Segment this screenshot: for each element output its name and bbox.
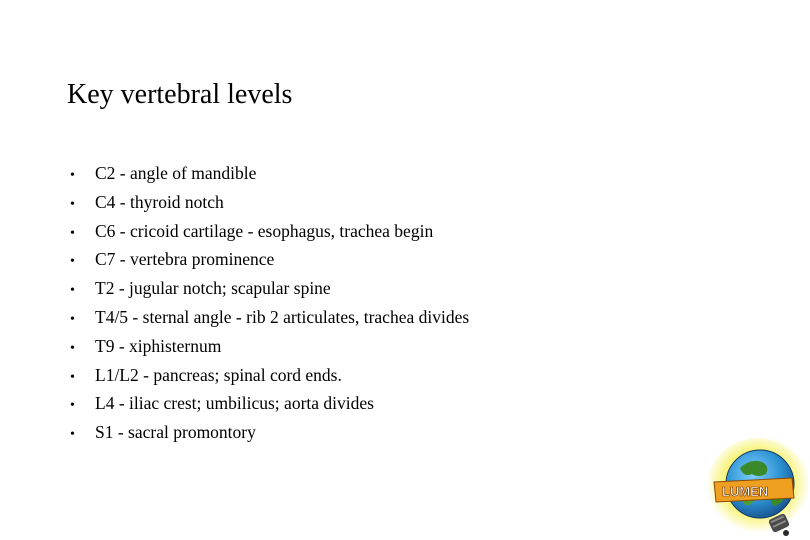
bullet-icon: • (70, 340, 75, 356)
bullet-icon: • (70, 196, 75, 212)
bullet-icon: • (70, 254, 75, 270)
bullet-text: S1 - sacral promontory (95, 422, 256, 443)
bullet-icon: • (70, 369, 75, 385)
bullet-icon: • (70, 168, 75, 183)
bullet-text: C7 - vertebra prominence (95, 249, 275, 270)
bullet-text: T9 - xiphisternum (95, 335, 222, 356)
bullet-icon: • (70, 283, 75, 299)
bullet-icon: • (70, 427, 75, 443)
bullet-icon: • (70, 225, 75, 241)
lightbulb-globe-icon (700, 438, 808, 538)
list-item (70, 159, 469, 188)
list-item (70, 245, 469, 274)
bullet-list (70, 159, 469, 447)
bullet-text: C6 - cricoid cartilage - esophagus, trachea begin (95, 220, 434, 241)
list-item (70, 361, 469, 390)
bullet-text: C4 - thyroid notch (95, 191, 224, 212)
bullet-text: L4 - iliac crest; umbilicus; aorta divides (95, 393, 374, 414)
list-item (70, 332, 469, 361)
logo-text: LUMEN (722, 484, 769, 499)
list-item (70, 418, 469, 447)
bullet-text: T2 - jugular notch; scapular spine (95, 278, 331, 299)
list-item (70, 188, 469, 217)
list-item (70, 274, 469, 303)
bullet-text: T4/5 - sternal angle - rib 2 articulates, trachea divides (95, 306, 470, 327)
list-item (70, 303, 469, 332)
list-item (70, 217, 469, 246)
bullet-text: C2 - angle of mandible (95, 163, 257, 183)
bullet-text: L1/L2 - pancreas; spinal cord ends. (95, 364, 342, 385)
bullet-icon: • (70, 311, 75, 327)
lumen-logo (700, 438, 808, 538)
list-item (70, 389, 469, 418)
bullet-icon: • (70, 398, 75, 414)
slide-title: Key vertebral levels (67, 79, 293, 110)
